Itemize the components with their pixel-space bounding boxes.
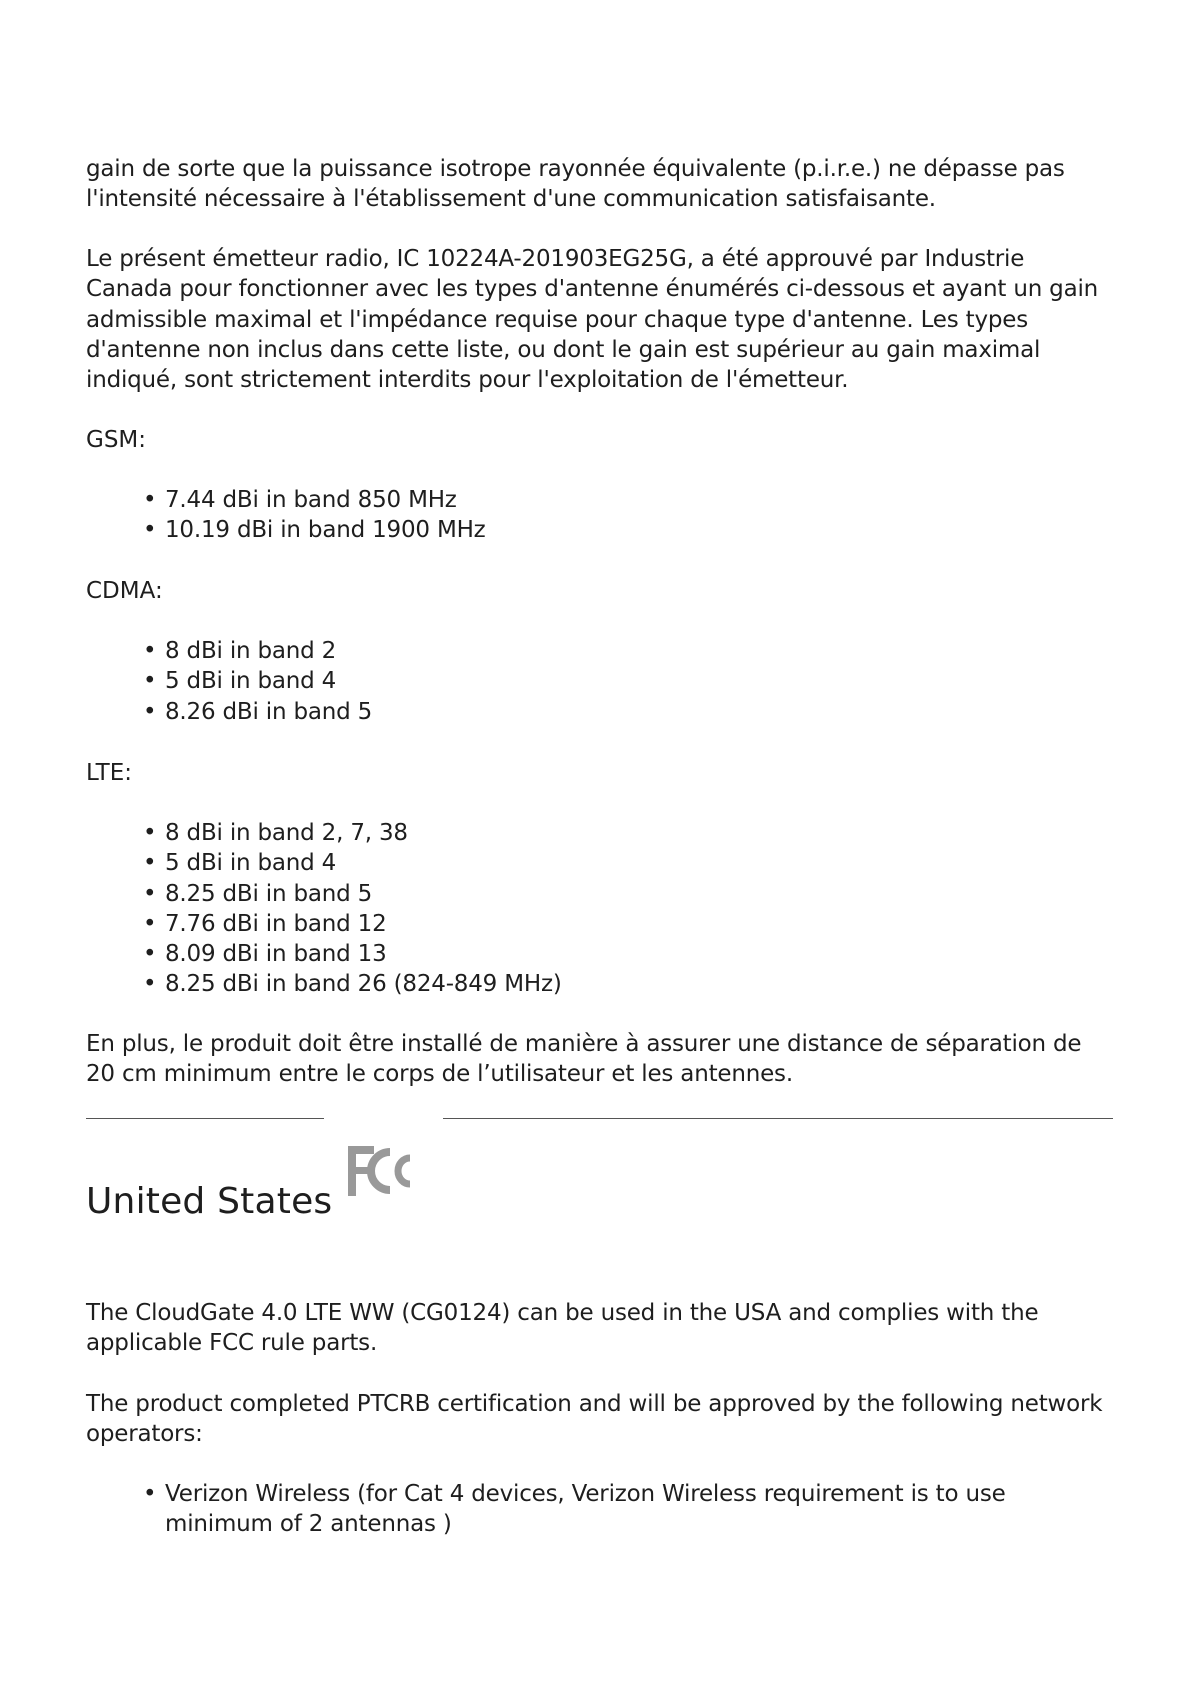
list-item: • 7.76 dBi in band 12: [143, 909, 1043, 939]
bullet-icon: •: [143, 941, 157, 968]
cdma-label: CDMA:: [86, 578, 163, 604]
bullet-icon: •: [143, 971, 157, 998]
lte-label: LTE:: [86, 760, 132, 786]
us-paragraph-ptcrb: The product completed PTCRB certification and will be approved by the following network operators:: [86, 1391, 1103, 1448]
list-item: • 5 dBi in band 4: [143, 666, 1043, 696]
bullet-icon: •: [143, 487, 157, 513]
list-item: • Verizon Wireless (for Cat 4 devices, Verizon Wireless requirement is to use minimum of 2 antennas ): [143, 1481, 1006, 1538]
bullet-icon: •: [143, 880, 157, 907]
list-item: • 8.25 dBi in band 5: [143, 879, 1043, 909]
us-paragraph-compliance: The CloudGate 4.0 LTE WW (CG0124) can be used in the USA and complies with the applicable FCC rule parts.: [86, 1300, 1039, 1357]
section-divider-right: [443, 1118, 1113, 1119]
bullet-icon: •: [143, 820, 157, 846]
operators-list: [143, 1479, 1043, 1540]
list-item: • 8.26 dBi in band 5: [143, 697, 1043, 727]
section-divider-left: [86, 1118, 324, 1119]
list-item: • 8.09 dBi in band 13: [143, 939, 1043, 969]
list-item: • 5 dBi in band 4: [143, 848, 1043, 878]
gsm-label: GSM:: [86, 427, 147, 453]
bullet-icon: •: [143, 668, 157, 695]
list-item: • 8 dBi in band 2, 7, 38: [143, 818, 1043, 848]
canada-paragraph-gain: gain de sorte que la puissance isotrope rayonnée équivalente (p.i.r.e.) ne dépasse pas l'intensité nécessaire à l'établissement d'une communication satisfaisante.: [86, 156, 1065, 213]
bullet-icon: •: [143, 638, 157, 664]
lte-list: [143, 818, 1043, 1000]
canada-paragraph-approval: Le présent émetteur radio, IC 10224A-201903EG25G, a été approuvé par Industrie Canada pour fonctionner avec les types d'antenne énumérés ci-dessous et ayant un gain admissible maximal et l'impédance requise pour chaque type d'antenne. Les types d'antenne non inclus dans cette liste, ou dont le gain est supérieur au gain maximal indiqué, sont strictement interdits pour l'exploitation de l'émetteur.: [86, 246, 1099, 394]
list-item: • 7.44 dBi in band 850 MHz: [143, 485, 1043, 515]
list-item: • 8.25 dBi in band 26 (824-849 MHz): [143, 969, 1043, 999]
list-item: • 8 dBi in band 2: [143, 636, 1043, 666]
list-item: • 10.19 dBi in band 1900 MHz: [143, 515, 1043, 545]
cdma-list: [143, 636, 1043, 727]
fcc-logo-icon: [344, 1140, 426, 1202]
bullet-icon: •: [143, 910, 157, 937]
canada-paragraph-separation: En plus, le produit doit être installé de manière à assurer une distance de séparation de 20 cm minimum entre le corps de l’utilisateur et les antennes.: [86, 1031, 1082, 1088]
gsm-list: [143, 485, 1043, 546]
bullet-icon: •: [143, 698, 157, 725]
bullet-icon: •: [143, 517, 157, 544]
bullet-icon: •: [143, 850, 157, 877]
section-heading-united-states: United States: [86, 1181, 333, 1222]
bullet-icon: •: [143, 1481, 157, 1507]
